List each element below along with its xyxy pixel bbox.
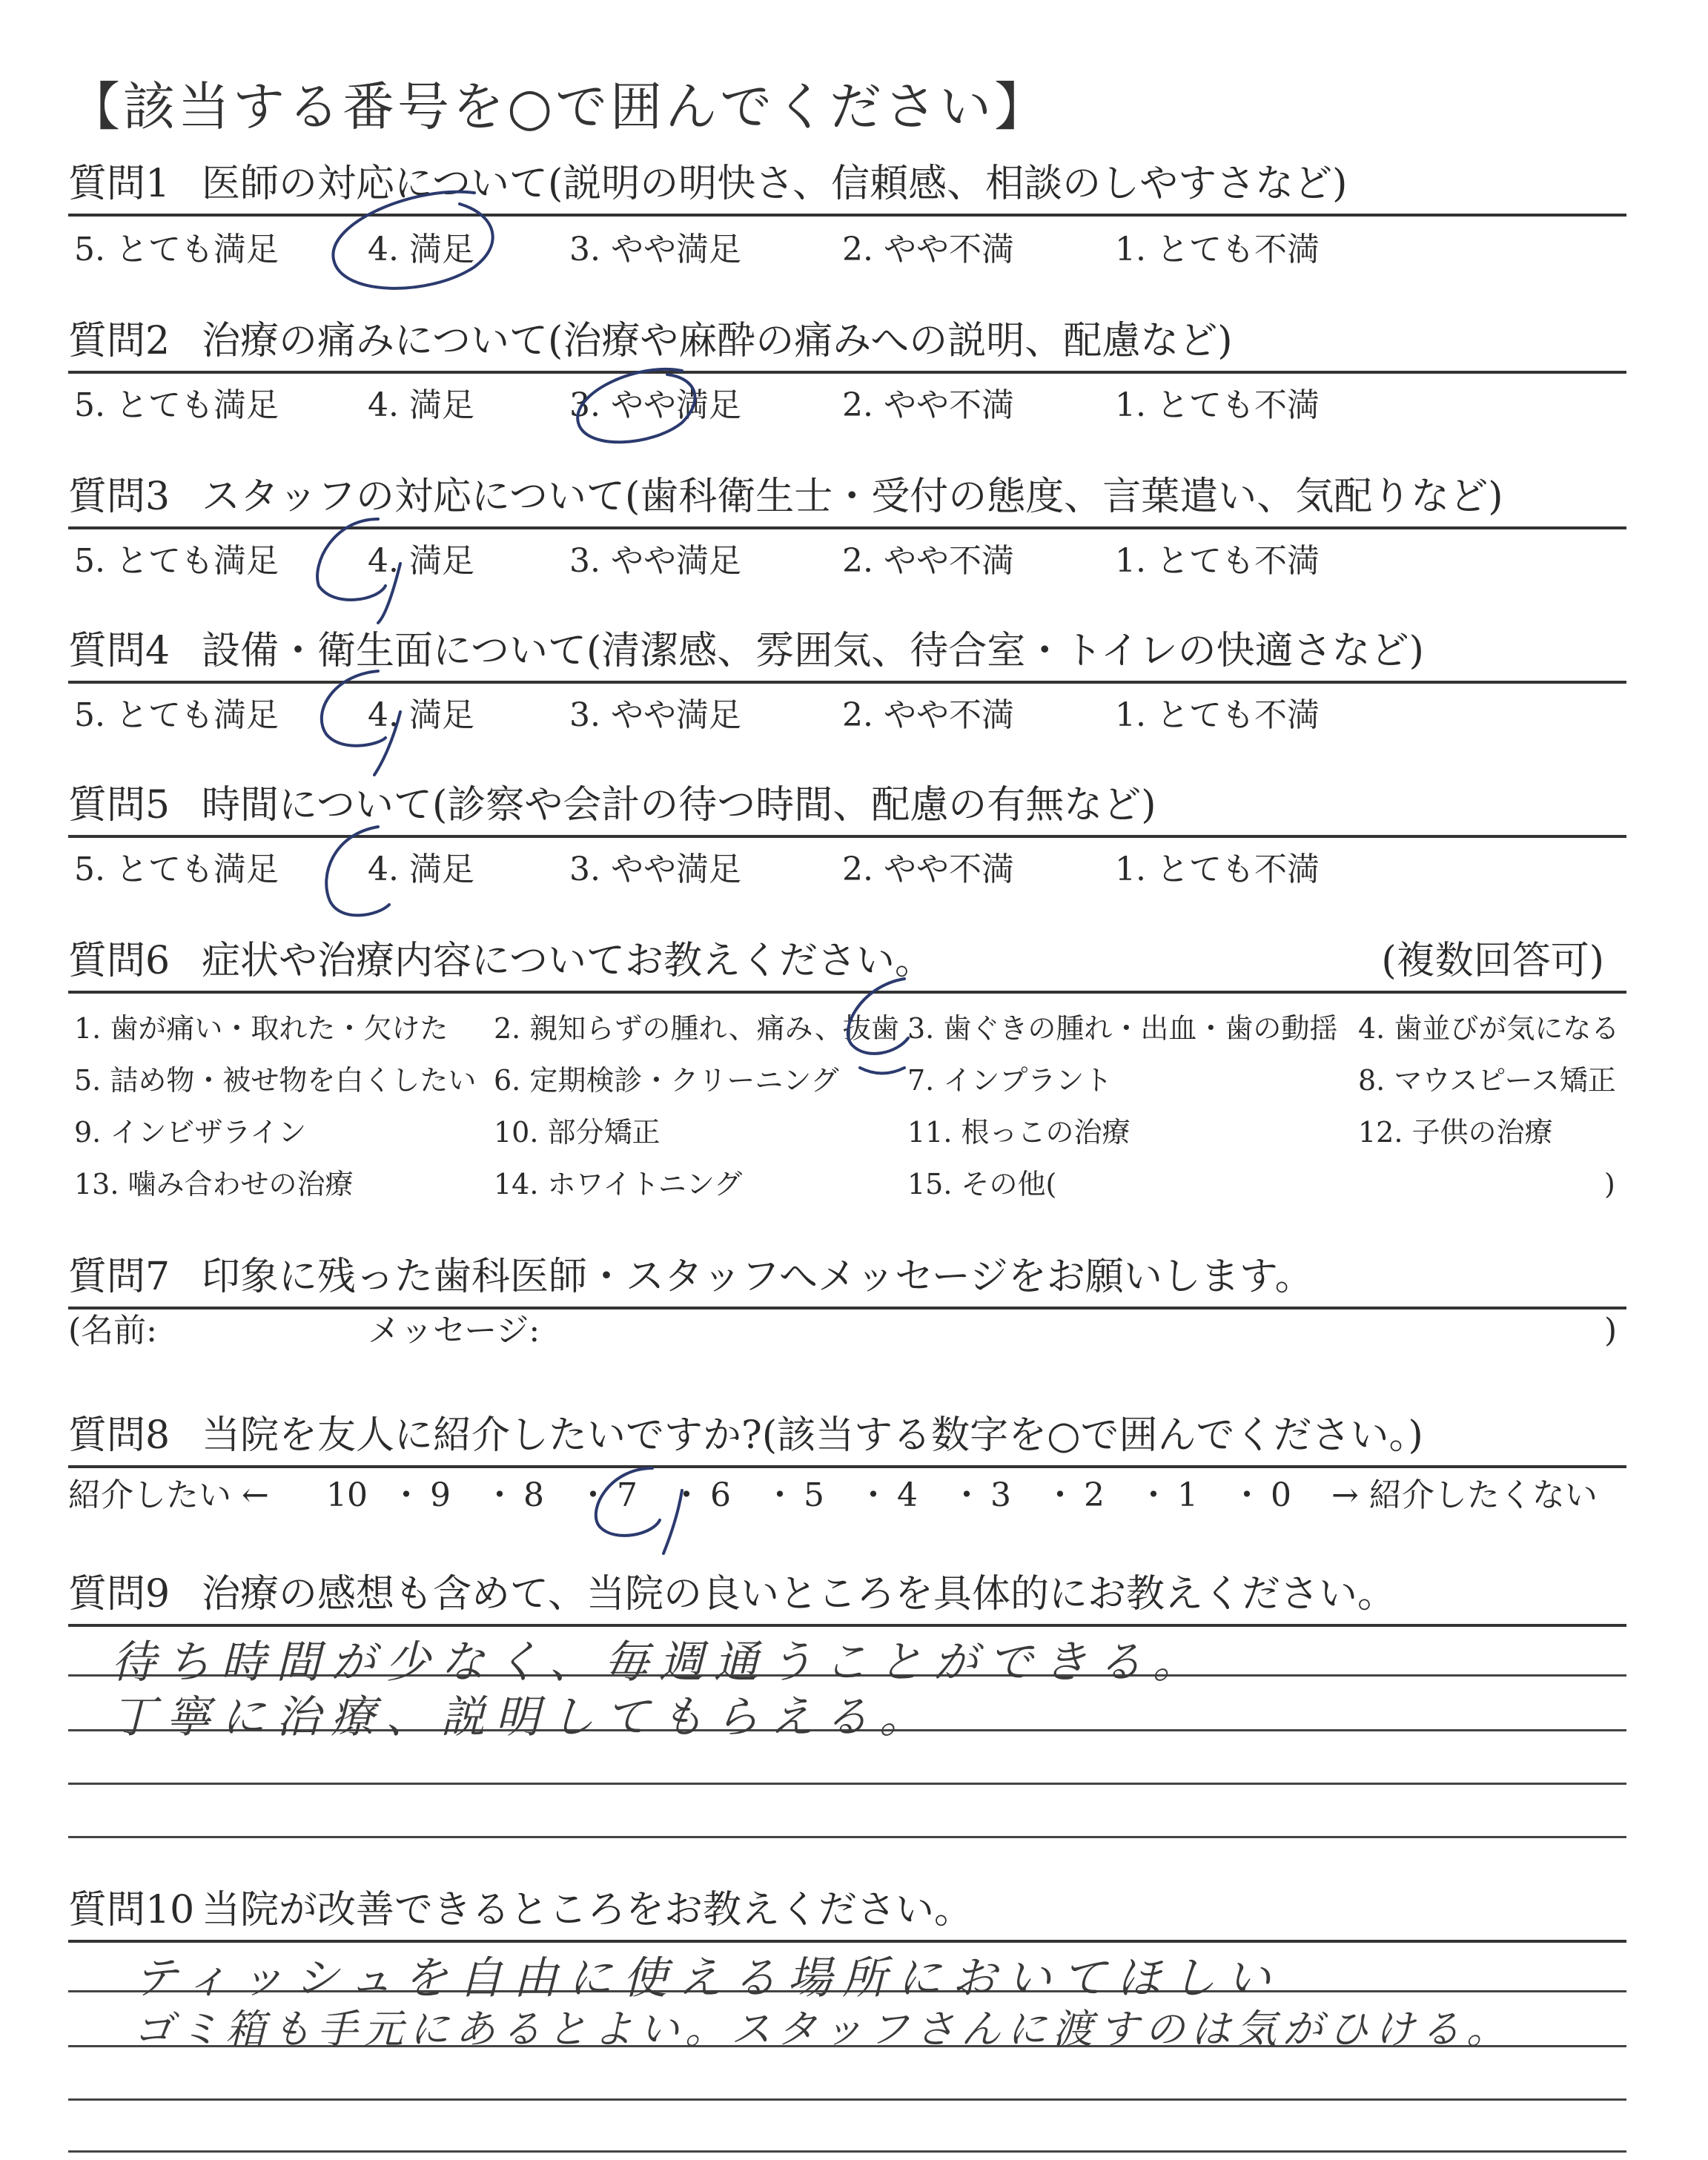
q6-option-7[interactable]: 7. インプラント [907, 1064, 1113, 1097]
q10-answer-line [68, 2098, 1626, 2101]
question-4-number: 質問4 [68, 629, 171, 673]
q3-option-3[interactable]: 3. やや満足 [569, 542, 741, 580]
question-6-number: 質問6 [68, 939, 171, 983]
question-4-options [74, 690, 1626, 742]
q5-option-3[interactable]: 3. やや満足 [569, 851, 741, 888]
q8-scale-10[interactable]: 10 [326, 1476, 368, 1514]
question-9-text: 治療の感想も含めて、当院の良いところを具体的にお教えください。 [202, 1572, 1396, 1616]
q8-dot: ・ [670, 1476, 703, 1514]
form-instruction: 【該当する番号を○で囲んでください】 [68, 76, 1050, 137]
question-10-heading [68, 1880, 1626, 1943]
q3-option-2[interactable]: 2. やや不満 [842, 542, 1014, 580]
question-6-heading [68, 931, 1626, 994]
q6-option-4[interactable]: 4. 歯並びが気になる [1358, 1012, 1620, 1045]
q4-option-4[interactable]: 4. 満足 [368, 696, 474, 734]
q9-answer-line [68, 1783, 1626, 1785]
q4-option-5[interactable]: 5. とても満足 [74, 696, 279, 734]
q8-dot: ・ [483, 1476, 516, 1514]
q8-dot: ・ [577, 1476, 609, 1514]
question-2-heading [68, 311, 1626, 374]
q2-option-3[interactable]: 3. やや満足 [569, 386, 741, 424]
question-6-text: 症状や治療内容についてお教えください。 [202, 939, 933, 983]
question-9-heading [68, 1565, 1626, 1627]
q8-scale-2[interactable]: 2 [1084, 1476, 1105, 1514]
q8-scale-0[interactable]: 0 [1271, 1476, 1291, 1514]
q8-dot: ・ [950, 1476, 983, 1514]
q6-option-9[interactable]: 9. インビザライン [74, 1116, 307, 1149]
q3-option-1[interactable]: 1. とても不満 [1115, 542, 1320, 580]
q4-option-2[interactable]: 2. やや不満 [842, 696, 1014, 734]
q8-scale-8[interactable]: 8 [523, 1476, 544, 1514]
question-6-note: (複数回答可) [1381, 939, 1604, 983]
question-3-options [74, 535, 1626, 587]
q7-name-label: (名前: [68, 1312, 157, 1350]
question-3-heading [68, 467, 1626, 529]
question-5-heading [68, 776, 1626, 838]
q2-option-2[interactable]: 2. やや不満 [842, 386, 1014, 424]
q2-option-1[interactable]: 1. とても不満 [1115, 386, 1320, 424]
q8-scale-3[interactable]: 3 [990, 1476, 1011, 1514]
question-2-text: 治療の痛みについて(治療や麻酔の痛みへの説明、配慮など) [202, 319, 1233, 363]
q6-option-15-close: ) [1604, 1168, 1615, 1200]
question-7-number: 質問7 [68, 1255, 171, 1299]
q7-message-label: メッセージ: [368, 1312, 540, 1350]
q8-dot: ・ [390, 1476, 423, 1514]
q6-option-14[interactable]: 14. ホワイトニング [494, 1168, 743, 1200]
q8-scale-7[interactable]: 7 [617, 1476, 638, 1514]
q6-option-8[interactable]: 8. マウスピース矯正 [1358, 1064, 1616, 1097]
q8-dot: ・ [1137, 1476, 1170, 1514]
question-1-heading [68, 154, 1626, 217]
q10-answer-line-2[interactable]: ゴミ箱も手元にあるとよい。スタッフさんに渡すのは気がひける。 [133, 2006, 1512, 2052]
q8-left-label: 紹介したい ← [68, 1476, 269, 1514]
q1-option-4[interactable]: 4. 満足 [368, 231, 474, 268]
q6-option-2[interactable]: 2. 親知らずの腫れ、痛み、抜歯 [494, 1012, 899, 1045]
question-8-text: 当院を友人に紹介したいですか?(該当する数字を○で囲んでください。) [202, 1413, 1423, 1458]
question-9-number: 質問9 [68, 1572, 171, 1616]
question-1-number: 質問1 [68, 162, 171, 206]
q3-option-5[interactable]: 5. とても満足 [74, 542, 279, 580]
question-7-text: 印象に残った歯科医師・スタッフへメッセージをお願いします。 [202, 1255, 1314, 1299]
q6-option-3[interactable]: 3. 歯ぐきの腫れ・出血・歯の動揺 [907, 1012, 1338, 1045]
q8-dot: ・ [857, 1476, 890, 1514]
q6-option-13[interactable]: 13. 噛み合わせの治療 [74, 1168, 354, 1200]
q10-answer-line-1[interactable]: ティッシュを自由に使える場所においてほしい [133, 1952, 1281, 2004]
q1-option-5[interactable]: 5. とても満足 [74, 231, 279, 268]
q9-answer-line [68, 1836, 1626, 1838]
q8-dot: ・ [1231, 1476, 1263, 1514]
q1-option-2[interactable]: 2. やや不満 [842, 231, 1014, 268]
q6-option-1[interactable]: 1. 歯が痛い・取れた・欠けた [74, 1012, 448, 1045]
q8-dot: ・ [764, 1476, 796, 1514]
question-5-text: 時間について(診察や会計の待つ時間、配慮の有無など) [202, 783, 1156, 828]
q7-close-paren: ) [1604, 1312, 1618, 1350]
q8-right-label: → 紹介したくない [1331, 1476, 1598, 1514]
question-4-heading [68, 621, 1626, 684]
q6-option-10[interactable]: 10. 部分矯正 [494, 1116, 661, 1149]
question-4-text: 設備・衛生面について(清潔感、雰囲気、待合室・トイレの快適さなど) [202, 629, 1424, 673]
question-8-number: 質問8 [68, 1413, 171, 1458]
question-10-text: 当院が改善できるところをお教えください。 [202, 1888, 973, 1932]
q8-scale-4[interactable]: 4 [897, 1476, 918, 1514]
question-1-text: 医師の対応について(説明の明快さ、信頼感、相談のしやすさなど) [202, 162, 1348, 206]
q5-option-4[interactable]: 4. 満足 [368, 851, 474, 888]
question-5-options [74, 844, 1626, 896]
q2-option-5[interactable]: 5. とても満足 [74, 386, 279, 424]
q6-option-12[interactable]: 12. 子供の治療 [1358, 1116, 1553, 1149]
q9-answer-line-1[interactable]: 待ち時間が少なく、毎週通うことができる。 [111, 1636, 1208, 1688]
q3-option-4[interactable]: 4. 満足 [368, 542, 474, 580]
question-3-number: 質問3 [68, 475, 171, 519]
q10-answer-line [68, 2150, 1626, 2153]
q5-option-5[interactable]: 5. とても満足 [74, 851, 279, 888]
q8-dot: ・ [1044, 1476, 1076, 1514]
q6-option-5[interactable]: 5. 詰め物・被せ物を白くしたい [74, 1064, 477, 1097]
question-2-options [74, 380, 1626, 432]
question-8-scale [68, 1470, 1626, 1522]
q1-option-3[interactable]: 3. やや満足 [569, 231, 741, 268]
q8-scale-9[interactable]: 9 [430, 1476, 451, 1514]
q8-scale-5[interactable]: 5 [804, 1476, 824, 1514]
question-3-text: スタッフの対応について(歯科衛生士・受付の態度、言葉遣い、気配りなど) [202, 475, 1503, 519]
q6-option-11[interactable]: 11. 根っこの治療 [907, 1116, 1131, 1149]
q2-option-4[interactable]: 4. 満足 [368, 386, 474, 424]
q8-scale-6[interactable]: 6 [710, 1476, 731, 1514]
question-2-number: 質問2 [68, 319, 171, 363]
question-7-fields [68, 1305, 1626, 1357]
q5-option-2[interactable]: 2. やや不満 [842, 851, 1014, 888]
q5-option-1[interactable]: 1. とても不満 [1115, 851, 1320, 888]
q6-option-15[interactable]: 15. その他( [907, 1168, 1057, 1200]
question-5-number: 質問5 [68, 783, 171, 828]
q9-answer-line-2[interactable]: 丁寧に治療、説明してもらえる。 [111, 1691, 934, 1743]
q6-option-6[interactable]: 6. 定期検診・クリーニング [494, 1064, 839, 1097]
q4-option-1[interactable]: 1. とても不満 [1115, 696, 1320, 734]
question-1-options [74, 224, 1626, 276]
question-7-heading [68, 1247, 1626, 1309]
question-8-heading [68, 1406, 1626, 1468]
q4-option-3[interactable]: 3. やや満足 [569, 696, 741, 734]
q1-option-1[interactable]: 1. とても不満 [1115, 231, 1320, 268]
q8-scale-1[interactable]: 1 [1177, 1476, 1198, 1514]
question-10-number: 質問10 [68, 1888, 195, 1932]
